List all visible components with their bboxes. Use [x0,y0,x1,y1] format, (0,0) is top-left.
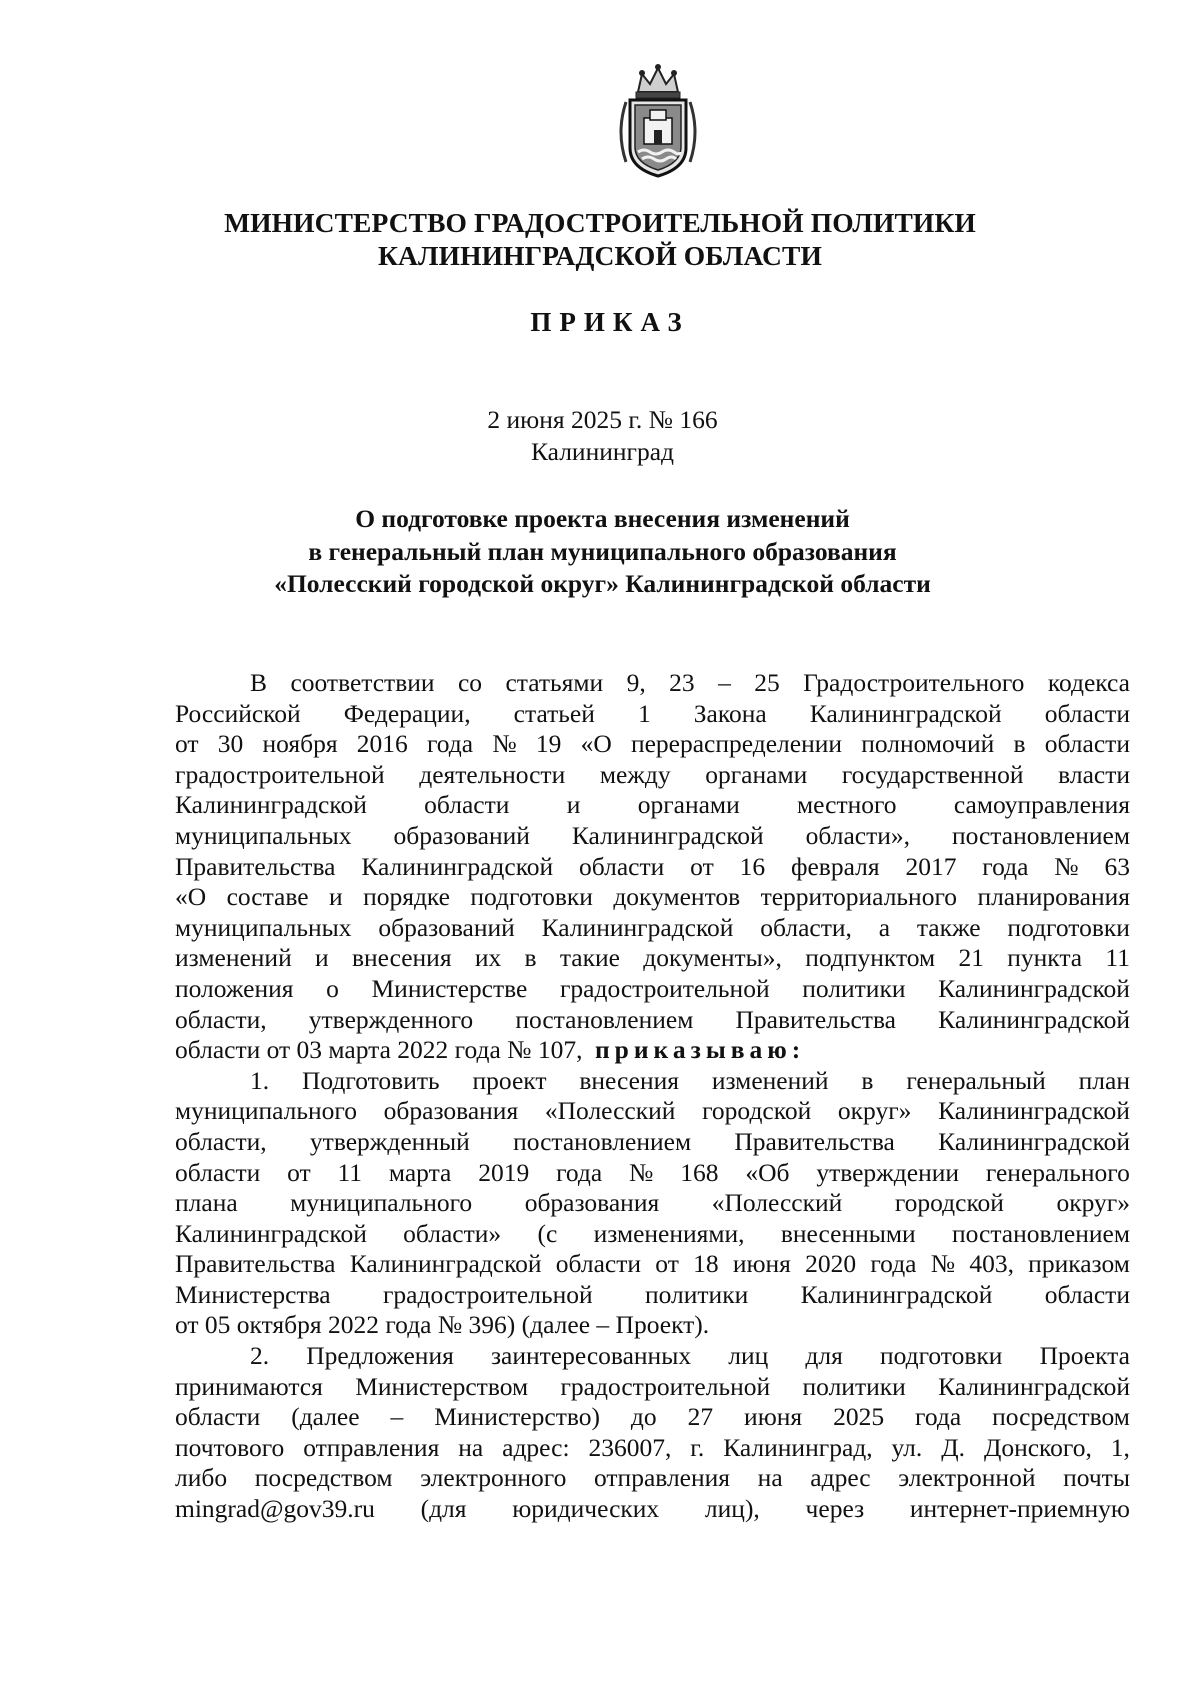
body-line: области (далее – Министерство) до 27 июня 2025 года посредством [175,1402,1130,1432]
body-line: Правительства Калининградской области от 18 июня 2020 года № 403, приказом [175,1249,1130,1279]
date-number: 2 июня 2025 г. № 166 [487,405,718,434]
document-type-title: ПРИКАЗ [530,307,690,337]
order-subject [0,503,1200,601]
ministry-line-2: КАЛИНИНГРАДСКОЙ ОБЛАСТИ [378,240,822,271]
body-line: mingrad@gov39.ru (для юридических лиц), через интернет-приемную [175,1494,1130,1524]
body-line: Российской Федерации, статьей 1 Закона Калининградской области [175,698,1130,728]
order-body-text [175,668,1130,1525]
body-line: принимаются Министерством градостроительной политики Калининградской [175,1371,1130,1401]
body-line: области, утвержденный постановлением Правительства Калининградской [175,1126,1130,1156]
body-line: плана муниципального образования «Полесский городской округ» [175,1188,1130,1218]
body-line: почтового отправления на адрес: 236007, г. Калининград, ул. Д. Донского, 1, [175,1432,1130,1462]
body-line: градостроительной деятельности между органами государственной власти [175,759,1130,789]
body-line: В соответствии со статьями 9, 23 – 25 Градостроительного кодекса [250,668,1130,697]
order-keyword: приказываю: [594,1035,806,1065]
city-name: Калининград [530,437,675,466]
subject-line-1: О подготовке проекта внесения изменений [355,504,850,533]
body-line: области, утвержденного постановлением Правительства Калининградской [175,1004,1130,1034]
body-line: муниципальных образований Калининградской области», постановлением [175,820,1130,850]
body-line: изменений и внесения их в такие документы», подпунктом 21 пункта 11 [175,943,1130,973]
body-line: от 05 октября 2022 года № 396) (далее – Проект). [175,1310,710,1340]
body-line: «О составе и порядке подготовки документов территориального планирования [175,882,1130,912]
body-line: муниципальных образований Калининградской области, а также подготовки [175,912,1130,942]
body-line: 1. Подготовить проект внесения изменений в генеральный план [250,1065,1130,1095]
body-line: положения о Министерстве градостроительной политики Калининградской [175,973,1130,1003]
body-line: Правительства Калининградской области от 16 февраля 2017 года № 63 [175,851,1130,881]
body-line: Калининградской области и органами местного самоуправления [175,790,1130,820]
body-line: от 30 ноября 2016 года № 19 «О перераспределении полномочий в области [175,729,1130,759]
ministry-line-1: МИНИСТЕРСТВО ГРАДОСТРОИТЕЛЬНОЙ ПОЛИТИКИ [224,207,976,238]
date-and-place [0,404,1200,468]
subject-line-2: в генеральный план муниципального образования [308,536,897,566]
body-line: области от 11 марта 2019 года № 168 «Об утверждении генерального [175,1157,1130,1187]
ministry-name [0,206,1200,272]
coat-of-arms-emblem [612,62,704,182]
body-line: Калининградской области» (с изменениями, внесенными постановлением [175,1218,1130,1248]
subject-line-3: «Полесский городской округ» Калининградской области [274,569,931,598]
body-line: муниципального образования «Полесский городской округ» Калининградской [175,1096,1130,1126]
body-line: Министерства градостроительной политики Калининградской области [175,1279,1130,1309]
body-line: области от 03 марта 2022 года № 107, приказываю: [175,1035,806,1065]
body-line: либо посредством электронного отправления на адрес электронной почты [175,1463,1130,1493]
body-line: 2. Предложения заинтересованных лиц для подготовки Проекта [250,1341,1130,1371]
